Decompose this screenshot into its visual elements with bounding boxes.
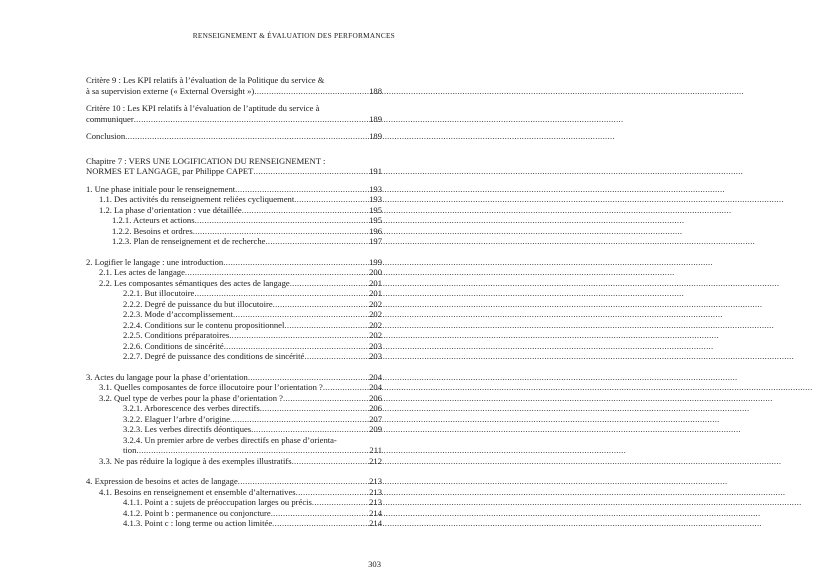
toc-entry-title-line: Critère 9 : Les KPI relatifs à l’évaluation de la Politique du service & (86, 75, 325, 85)
toc-page-number: 204 (369, 382, 382, 392)
toc-entry[interactable] (86, 403, 382, 414)
toc-page-number: 189 (369, 113, 382, 124)
toc-entry-title: Conclusion (86, 131, 126, 141)
toc-entry[interactable] (86, 226, 382, 237)
toc-entry[interactable] (86, 205, 382, 216)
dot-leader (194, 288, 365, 299)
dot-leader (271, 508, 365, 519)
toc-entry-line (86, 166, 382, 177)
dot-leader (260, 403, 365, 414)
dot-leader (185, 267, 365, 278)
toc-entry-line (123, 351, 382, 362)
toc-page-number: 195 (369, 215, 382, 225)
toc-page-number: 202 (369, 309, 382, 319)
toc-entry-line (99, 382, 382, 393)
toc-entry-line (86, 476, 382, 487)
toc-entry[interactable] (86, 393, 382, 404)
toc-page-number: 213 (369, 497, 382, 507)
toc-page-number: 214 (369, 507, 382, 518)
page-number: 303 (368, 559, 381, 569)
dot-leader (272, 518, 365, 529)
toc-entry[interactable] (86, 518, 382, 529)
toc-entry[interactable] (86, 103, 382, 124)
toc-entry-title-line: Chapitre 7 : VERS UNE LOGIFICATION DU RENSEIGNEMENT : (86, 155, 326, 166)
toc-entry[interactable] (86, 75, 382, 96)
toc-entry-title: 2.2.2. Degré de puissance du but illocutoire (123, 298, 273, 309)
toc-entry-line (112, 236, 382, 247)
toc-page-number: 202 (369, 298, 382, 309)
toc-entry-line (99, 487, 382, 498)
toc-entry[interactable] (86, 215, 382, 226)
toc-entry-line (99, 267, 382, 278)
dot-leader (273, 299, 365, 310)
toc-entry-line (86, 114, 382, 125)
entry-gap (86, 466, 382, 476)
toc-entry-title: 4.1. Besoins en renseignement et ensemble d’alternatives (99, 486, 296, 497)
toc-entry[interactable] (86, 476, 382, 487)
dot-leader (125, 131, 365, 142)
toc-entry-line (112, 215, 382, 226)
dot-leader (323, 382, 365, 393)
toc-entry-title: 3.2. Quel type de verbes pour la phase d’orientation ? (99, 392, 283, 403)
dot-leader (290, 278, 365, 289)
toc-page-number: 207 (369, 413, 382, 424)
toc-page-number: 191 (369, 166, 382, 176)
dot-leader (294, 194, 365, 205)
toc-entry-title: 4.1.3. Point c : long terme ou action limitée (123, 518, 273, 528)
toc-page-number: 201 (369, 277, 382, 288)
toc-entry-line (123, 424, 382, 435)
toc-entry-title: tion (123, 445, 137, 455)
toc-entry-title: 4.1.2. Point b : permanence ou conjoncture (123, 507, 271, 518)
toc-entry-line (86, 257, 382, 268)
toc-entry[interactable] (86, 309, 382, 320)
toc-entry[interactable] (86, 278, 382, 289)
dot-leader (134, 114, 365, 125)
toc-entry[interactable] (86, 288, 382, 299)
toc-entry-title: 3. Actes du langage pour la phase d’orientation (86, 371, 248, 382)
toc-entry[interactable] (86, 341, 382, 352)
toc-entry-title: 2. Logifier le langage : une introduction (86, 256, 224, 267)
toc-entry[interactable] (86, 351, 382, 362)
dot-leader (242, 205, 365, 216)
dot-leader (233, 309, 365, 320)
toc-entry-title: NORMES ET LANGAGE, par Philippe CAPET (86, 166, 254, 176)
toc-entry[interactable] (86, 156, 382, 177)
toc-entry-line (99, 205, 382, 216)
dot-leader (304, 351, 365, 362)
toc-entry[interactable] (86, 320, 382, 331)
dot-leader (251, 424, 365, 435)
toc-entry[interactable] (86, 131, 382, 142)
toc-entry-title: 3.1. Quelles composantes de force illocutoire pour l’orientation ? (99, 382, 323, 392)
toc-page-number: 209 (369, 424, 382, 434)
toc-entry-line (123, 445, 382, 456)
toc-entry-line (123, 341, 382, 352)
toc-page-number: 211 (369, 445, 382, 455)
toc-entry-line (123, 309, 382, 320)
toc-page-number: 199 (369, 256, 382, 267)
toc-page-number: 214 (369, 518, 382, 528)
toc-entry-title: 2.2.3. Mode d’accomplissement (123, 309, 234, 319)
toc-page-number: 188 (369, 85, 382, 96)
toc-entry-title: 3.3. Ne pas réduire la logique à des exemples illustratifs (99, 455, 292, 466)
toc-entry-title: 4.1.1. Point a : sujets de préoccupation larges ou précis (123, 497, 312, 507)
dot-leader (254, 86, 365, 97)
toc-page-number: 206 (369, 392, 382, 403)
toc-entry[interactable] (86, 497, 382, 508)
dot-leader (296, 487, 365, 498)
toc-entry[interactable] (86, 267, 382, 278)
toc-entry-title: 2.2.1. But illocutoire (123, 288, 195, 298)
toc-entry[interactable] (86, 299, 382, 310)
toc-page-number: 196 (369, 225, 382, 236)
dot-leader (136, 445, 365, 456)
dot-leader (195, 215, 365, 226)
dot-leader (229, 330, 365, 341)
dot-leader (283, 393, 365, 404)
toc-entry[interactable] (86, 382, 382, 393)
toc-entry-title: 4. Expression de besoins et actes de langage (86, 476, 238, 486)
toc-entry-line (86, 372, 382, 383)
toc-page-number: 203 (369, 351, 382, 361)
toc-page-number: 189 (369, 131, 382, 141)
toc-entry-title: 3.2.3. Les verbes directifs déontiques (123, 424, 252, 434)
toc-entry-title: à sa supervision externe (« External Oversight ») (86, 85, 255, 96)
dot-leader (230, 414, 365, 425)
toc-page-number: 206 (369, 403, 382, 413)
dot-leader (284, 320, 365, 331)
toc-entry-line (99, 194, 382, 205)
toc-entry-line (99, 393, 382, 404)
dot-leader (265, 236, 365, 247)
toc-page-number: 213 (369, 486, 382, 497)
running-head: RENSEIGNEMENT & ÉVALUATION DES PERFORMANCES (192, 31, 395, 40)
entry-gap (86, 177, 382, 184)
toc-entry-line (86, 184, 382, 195)
toc-entry-title: 1.2. La phase d’orientation : vue détaillée (99, 204, 242, 215)
toc-entry-title: communiquer (86, 113, 134, 124)
dot-leader (193, 226, 365, 237)
toc-entry[interactable] (86, 330, 382, 341)
toc-entry-line (123, 320, 382, 331)
dot-leader (312, 497, 365, 508)
toc-entry-title: 2.2.5. Conditions préparatoires (123, 330, 230, 340)
toc-entry-title-line: Critère 10 : Les KPI relatifs à l’évaluation de l’aptitude du service à (86, 103, 320, 113)
toc-entry-title: 1. Une phase initiale pour le renseignement (86, 183, 236, 194)
toc-entry-line (112, 226, 382, 237)
dot-leader (223, 257, 365, 268)
toc-entry-title: 1.1. Des activités du renseignement reliées cycliquement (99, 194, 295, 204)
toc-entry-line (99, 456, 382, 467)
toc-entry-line (123, 508, 382, 519)
toc-page-number: 195 (369, 204, 382, 215)
dot-leader (224, 341, 365, 352)
toc-entry-title: 3.2.2. Elaguer l’arbre d’origine (123, 413, 230, 424)
toc-entry[interactable] (86, 508, 382, 519)
toc-entry[interactable] (86, 435, 382, 456)
dot-leader (292, 456, 365, 467)
toc-entry-line (86, 131, 382, 142)
toc-entry-line (123, 414, 382, 425)
toc-entry[interactable] (86, 414, 382, 425)
toc-entry-line (123, 288, 382, 299)
dot-leader (253, 166, 365, 177)
toc-entry[interactable] (86, 372, 382, 383)
toc-entry-title: 2.2.6. Conditions de sincérité (123, 340, 224, 351)
toc-entry-line (86, 86, 382, 97)
toc-page-number: 197 (369, 236, 382, 246)
toc-page-number: 212 (369, 455, 382, 466)
dot-leader (248, 372, 365, 383)
toc-entry-line (123, 497, 382, 508)
toc-entry-title: 1.2.3. Plan de renseignement et de recherche (112, 236, 266, 246)
toc-page-number: 203 (369, 340, 382, 351)
toc-entry-title: 2.2.7. Degré de puissance des conditions de sincérité (123, 351, 305, 361)
toc-entry[interactable] (86, 424, 382, 435)
toc-page-number: 193 (369, 183, 382, 194)
toc-entry-title: 1.2.2. Besoins et ordres (112, 225, 193, 236)
toc-entry-title: 2.2. Les composantes sémantiques des actes de langage (99, 277, 290, 288)
entry-gap (86, 362, 382, 372)
toc-entry[interactable] (86, 257, 382, 268)
toc-entry[interactable] (86, 236, 382, 247)
toc-entry-title: 2.1. Les actes de langage (99, 267, 185, 277)
toc-entry-line (99, 278, 382, 289)
toc-page-number: 202 (369, 330, 382, 340)
toc-entry-line (123, 403, 382, 414)
toc-entry[interactable] (86, 184, 382, 195)
toc-page-number: 193 (369, 194, 382, 204)
entry-gap (86, 142, 382, 156)
toc-entry-line (123, 518, 382, 529)
entry-gap (86, 96, 382, 103)
toc-entry-title: 2.2.4. Conditions sur le contenu propositionnel (123, 319, 285, 330)
toc-page-number: 202 (369, 319, 382, 330)
entry-gap (86, 247, 382, 257)
toc-entry-title: 3.2.1. Arborescence des verbes directifs (123, 403, 260, 413)
toc-entry-title-line: 3.2.4. Un premier arbre de verbes directifs en phase d’orienta- (123, 434, 337, 445)
toc-entry-line (123, 330, 382, 341)
entry-gap (86, 124, 382, 131)
toc-entry-title: 1.2.1. Acteurs et actions (112, 215, 195, 225)
toc-page-number: 200 (369, 267, 382, 277)
dot-leader (235, 184, 365, 195)
toc-entry-line (123, 299, 382, 310)
toc-page-number: 201 (369, 288, 382, 298)
toc-page-number: 204 (369, 371, 382, 382)
toc-entry[interactable] (86, 487, 382, 498)
table-of-contents (86, 75, 382, 529)
toc-entry[interactable] (86, 456, 382, 467)
toc-entry[interactable] (86, 194, 382, 205)
dot-leader (238, 476, 365, 487)
toc-page-number: 213 (369, 476, 382, 486)
